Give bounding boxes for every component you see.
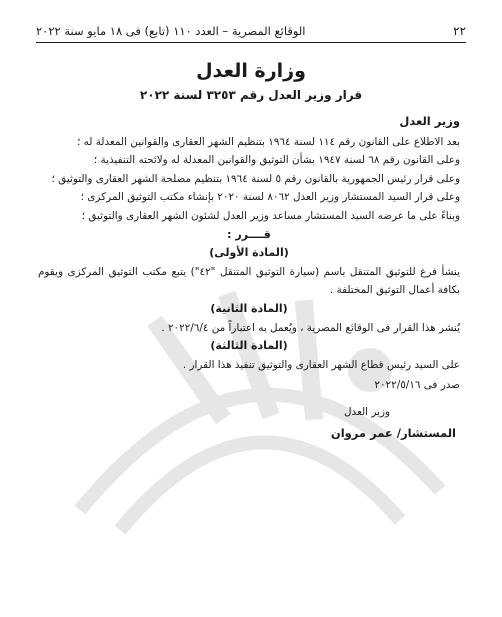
preamble-paragraph: وعلى قرار رئيس الجمهورية بالقانون رقم ٥ لسنة ١٩٦٤ بتنظيم مصلحة الشهر العقارى والتوثيق ؛ — [51, 172, 460, 185]
signature-name: المستشار/ عمر مروان — [330, 425, 456, 440]
decree-title: قرار وزير العدل رقم ٣٢٥٣ لسنة ٢٠٢٢ — [139, 88, 363, 102]
preamble-paragraph: وعلى القانون رقم ٦٨ لسنة ١٩٤٧ بشأن التوثيق والقوانين المعدلة له ولائحته التنفيذية ؛ — [93, 154, 460, 167]
decree-body — [38, 112, 460, 442]
article-title: (المادة الأولى) — [209, 246, 289, 260]
article-title: (المادة الثانية) — [210, 301, 288, 315]
preamble-paragraph: وعلى قرار السيد المستشار وزير العدل ٨٠٦٢ لسنة ٢٠٢٠ بإنشاء مكتب التوثيق المركزى ؛ — [80, 191, 460, 204]
article-text: على السيد رئيس قطاع الشهر العقارى والتوثيق تنفيذ هذا القرار . — [182, 358, 460, 371]
article-title: (المادة الثالثة) — [210, 339, 288, 353]
signature-title: وزير العدل — [343, 405, 390, 418]
decided-label: قــــرر : — [227, 227, 271, 241]
article-text: ينشأ فرع للتوثيق المتنقل باسم (سيارة التوثيق المتنقل "٤٢") يتبع مكتب التوثيق المركزى ويقوم بكافة أعمال التوثيق المختلفة . — [38, 265, 460, 297]
page-number: ٢٢ — [453, 24, 466, 38]
running-header — [36, 20, 466, 43]
issued-date: صدر فى ٢٠٢٢/٥/١٦ — [374, 379, 460, 392]
article-text: يُنشر هذا القرار فى الوقائع المصرية ، ويُعمل به اعتباراً من ٢٠٢٢/٦/٤ . — [161, 321, 460, 334]
minister-heading: وزير العدل — [399, 114, 460, 128]
preamble-paragraph: وبناءً على ما عرضه السيد المستشار مساعد وزير العدل لشئون الشهر العقارى والتوثيق ؛ — [81, 209, 460, 222]
preamble-paragraph: بعد الاطلاع على القانون رقم ١١٤ لسنة ١٩٦٤ بتنظيم الشهر العقارى والقوانين المعدلة له ؛ — [77, 135, 460, 148]
running-title: الوقائع المصرية – العدد ١١٠ (تابع) فى ١٨ مايو سنة ٢٠٢٢ — [36, 24, 306, 38]
ministry-title: وزارة العدل — [196, 60, 306, 82]
